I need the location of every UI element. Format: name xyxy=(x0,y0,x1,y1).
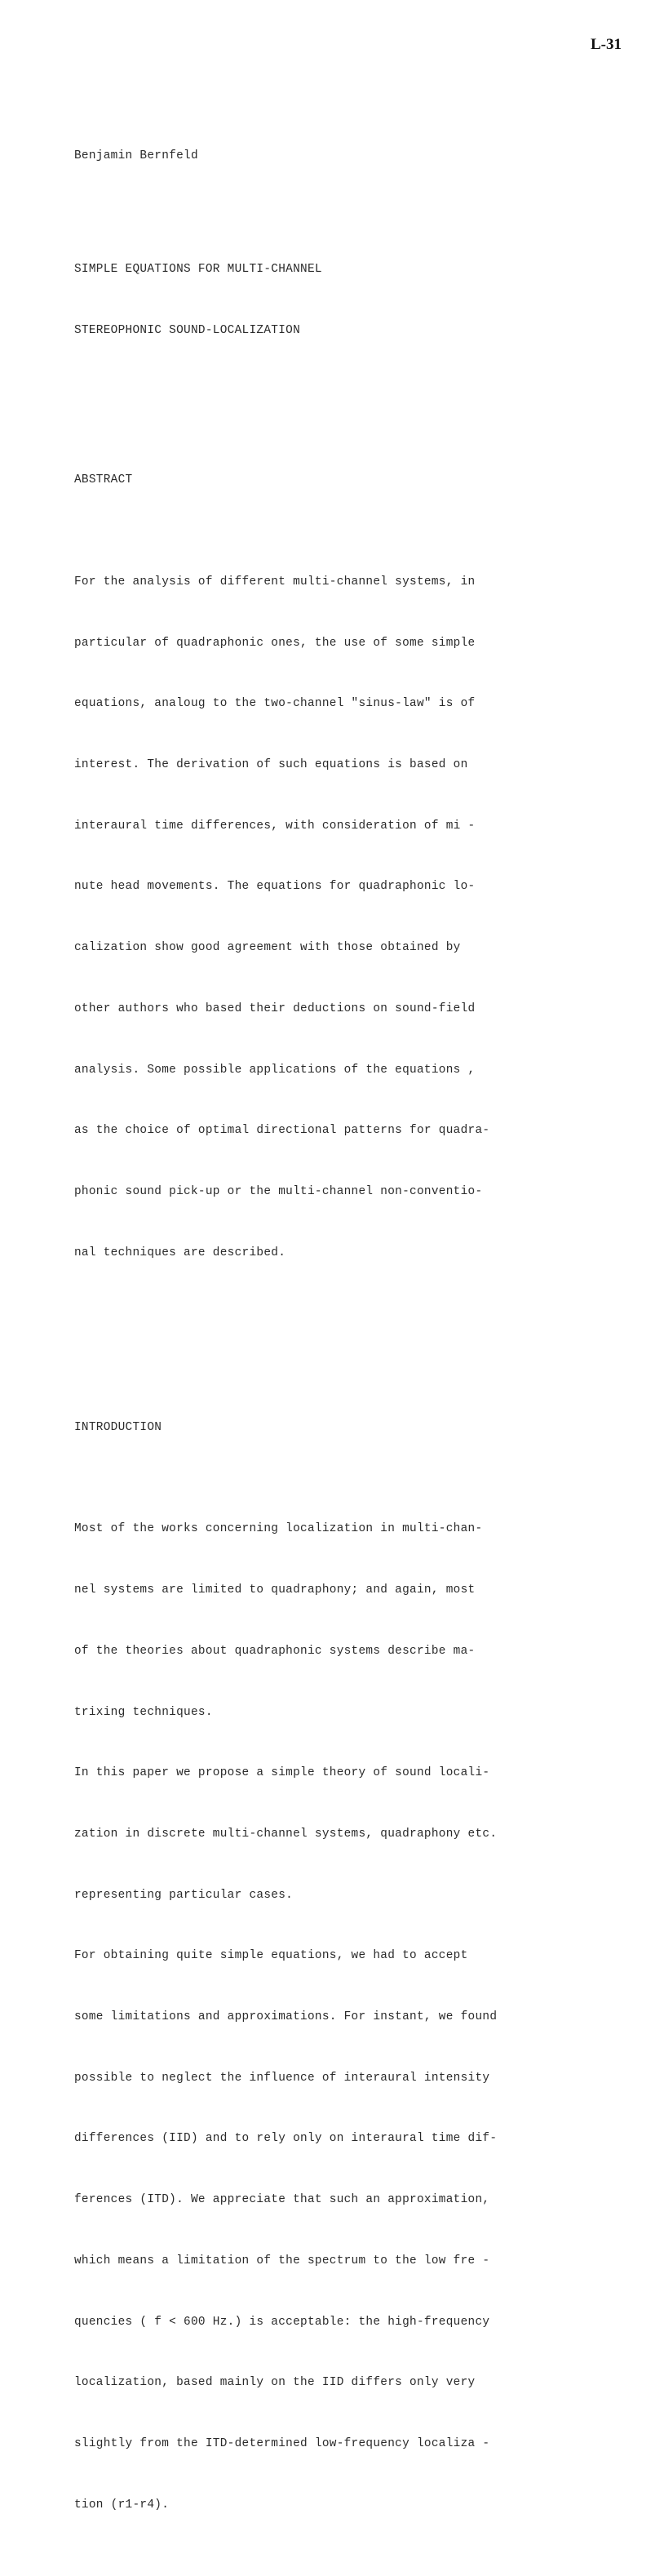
title-line-2: STEREOPHONIC SOUND-LOCALIZATION xyxy=(74,324,301,338)
introduction-line: representing particular cases. xyxy=(74,1888,294,1902)
page-number: L-31 xyxy=(591,36,622,53)
author-name: Benjamin Bernfeld xyxy=(74,149,198,162)
introduction-text xyxy=(74,1479,637,2556)
introduction-line: of the theories about quadraphonic systems describe ma- xyxy=(74,1644,476,1658)
abstract-text xyxy=(74,531,637,1304)
abstract-line: For the analysis of different multi-channel systems, in xyxy=(74,575,476,588)
abstract-line: analysis. Some possible applications of the equations , xyxy=(74,1063,476,1077)
introduction-line: slightly from the ITD-determined low-frequency localiza - xyxy=(74,2437,490,2450)
abstract-line: as the choice of optimal directional patterns for quadra- xyxy=(74,1124,490,1138)
abstract-line: interaural time differences, with consideration of mi - xyxy=(74,819,476,833)
document-body xyxy=(74,105,637,2576)
abstract-line: interest. The derivation of such equations is based on xyxy=(74,758,468,772)
introduction-line: differences (IID) and to rely only on interaural time dif- xyxy=(74,2132,498,2146)
abstract-line: particular of quadraphonic ones, the use of some simple xyxy=(74,636,476,650)
introduction-line: possible to neglect the influence of interaural intensity xyxy=(74,2071,490,2085)
abstract-heading: ABSTRACT xyxy=(74,473,133,487)
introduction-line: Most of the works concerning localization in multi-chan- xyxy=(74,1522,483,1536)
introduction-line: localization, based mainly on the IID differs only very xyxy=(74,2376,476,2390)
abstract-line: calization show good agreement with those obtained by xyxy=(74,941,461,955)
introduction-line: ferences (ITD). We appreciate that such an approximation, xyxy=(74,2193,490,2207)
abstract-line: equations, analoug to the two-channel "sinus-law" is of xyxy=(74,697,476,711)
introduction-line: trixing techniques. xyxy=(74,1705,213,1719)
introduction-line: quencies ( f < 600 Hz.) is acceptable: the high-frequency xyxy=(74,2315,490,2329)
introduction-line: nel systems are limited to quadraphony; and again, most xyxy=(74,1583,476,1597)
abstract-line: other authors who based their deductions on sound-field xyxy=(74,1002,476,1015)
title-line-1: SIMPLE EQUATIONS FOR MULTI-CHANNEL xyxy=(74,263,322,277)
introduction-line: zation in discrete multi-channel systems, quadraphony etc. xyxy=(74,1827,498,1841)
introduction-line: For obtaining quite simple equations, we had to accept xyxy=(74,1949,468,1963)
introduction-line: which means a limitation of the spectrum to the low fre - xyxy=(74,2254,490,2267)
abstract-line: phonic sound pick-up or the multi-channel non-conventio- xyxy=(74,1185,483,1198)
introduction-heading: INTRODUCTION xyxy=(74,1420,162,1434)
introduction-line: In this paper we propose a simple theory of sound locali- xyxy=(74,1766,490,1780)
introduction-line: tion (r1-r4). xyxy=(74,2498,170,2512)
introduction-line: some limitations and approximations. For instant, we found xyxy=(74,2010,498,2024)
abstract-line: nal techniques are described. xyxy=(74,1246,286,1259)
abstract-line: nute head movements. The equations for quadraphonic lo- xyxy=(74,880,476,894)
